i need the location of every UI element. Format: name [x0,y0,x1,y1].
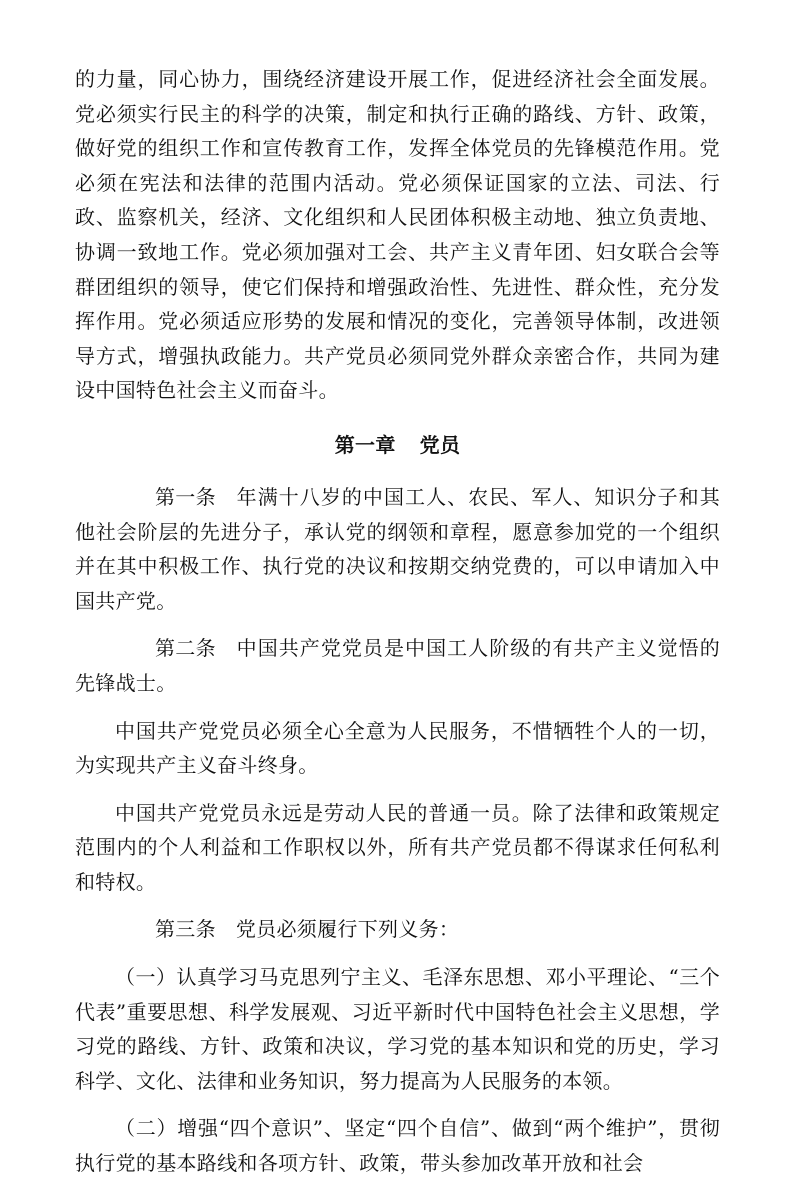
article-3 [75,912,720,947]
chapter-heading [75,428,720,462]
article-text: 年满十八岁的中国工人、农民、军人、知识分子和其他社会阶层的先进分子，承认党的纲领和章程，愿意参加党的一个组织并在其中积极工作、执行党的决议和按期交纳党费的，可以申请加入中国共产党。 [75,484,720,613]
document-page [75,62,720,1181]
article-2 [75,631,720,700]
article-text: 党员必须履行下列义务： [235,917,460,942]
duty-item: （二）增强“四个意识”、坚定“四个自信”、做到“两个维护”，贯彻执行党的基本路线和各项方针、政策，带头参加改革开放和社会 [75,1116,720,1176]
article-1 [75,480,720,618]
chapter-number: 第一章 [334,432,396,457]
body-paragraph: 中国共产党党员永远是劳动人民的普通一员。除了法律和政策规定范围内的个人利益和工作职权以外，所有共产党员都不得谋求任何私利和特权。 [75,800,720,894]
article-label: 第一条 [155,484,216,509]
article-text: 中国共产党党员是中国工人阶级的有共产主义觉悟的先锋战士。 [75,636,720,695]
duty-item: （一）认真学习马克思列宁主义、毛泽东思想、邓小平理论、“三个代表”重要思想、科学发展观、习近平新时代中国特色社会主义思想，学习党的路线、方针、政策和决议，学习党的基本知识和党的历史，学习科学、文化、法律和业务知识，努力提高为人民服务的本领。 [75,965,720,1093]
chapter-title: 党员 [419,432,461,457]
body-paragraph: 中国共产党党员必须全心全意为人民服务，不惜牺牲个人的一切，为实现共产主义奋斗终身。 [75,718,720,778]
article-label: 第二条 [155,636,216,661]
preamble-paragraph: 的力量，同心协力，围绕经济建设开展工作，促进经济社会全面发展。党必须实行民主的科学的决策，制定和执行正确的路线、方针、政策，做好党的组织工作和宣传教育工作，发挥全体党员的先锋模范作用。党必须在宪法和法律的范围内活动。党必须保证国家的立法、司法、行政、监察机关，经济、文化组织和人民团体积极主动地、独立负责地、协调一致地工作。党必须加强对工会、共产主义青年团、妇女联合会等群团组织的领导，使它们保持和增强政治性、先进性、群众性，充分发挥作用。党必须适应形势的发展和情况的变化，完善领导体制，改进领导方式，增强执政能力。共产党员必须同党外群众亲密合作，共同为建设中国特色社会主义而奋斗。 [75,67,720,403]
article-label: 第三条 [155,917,216,942]
